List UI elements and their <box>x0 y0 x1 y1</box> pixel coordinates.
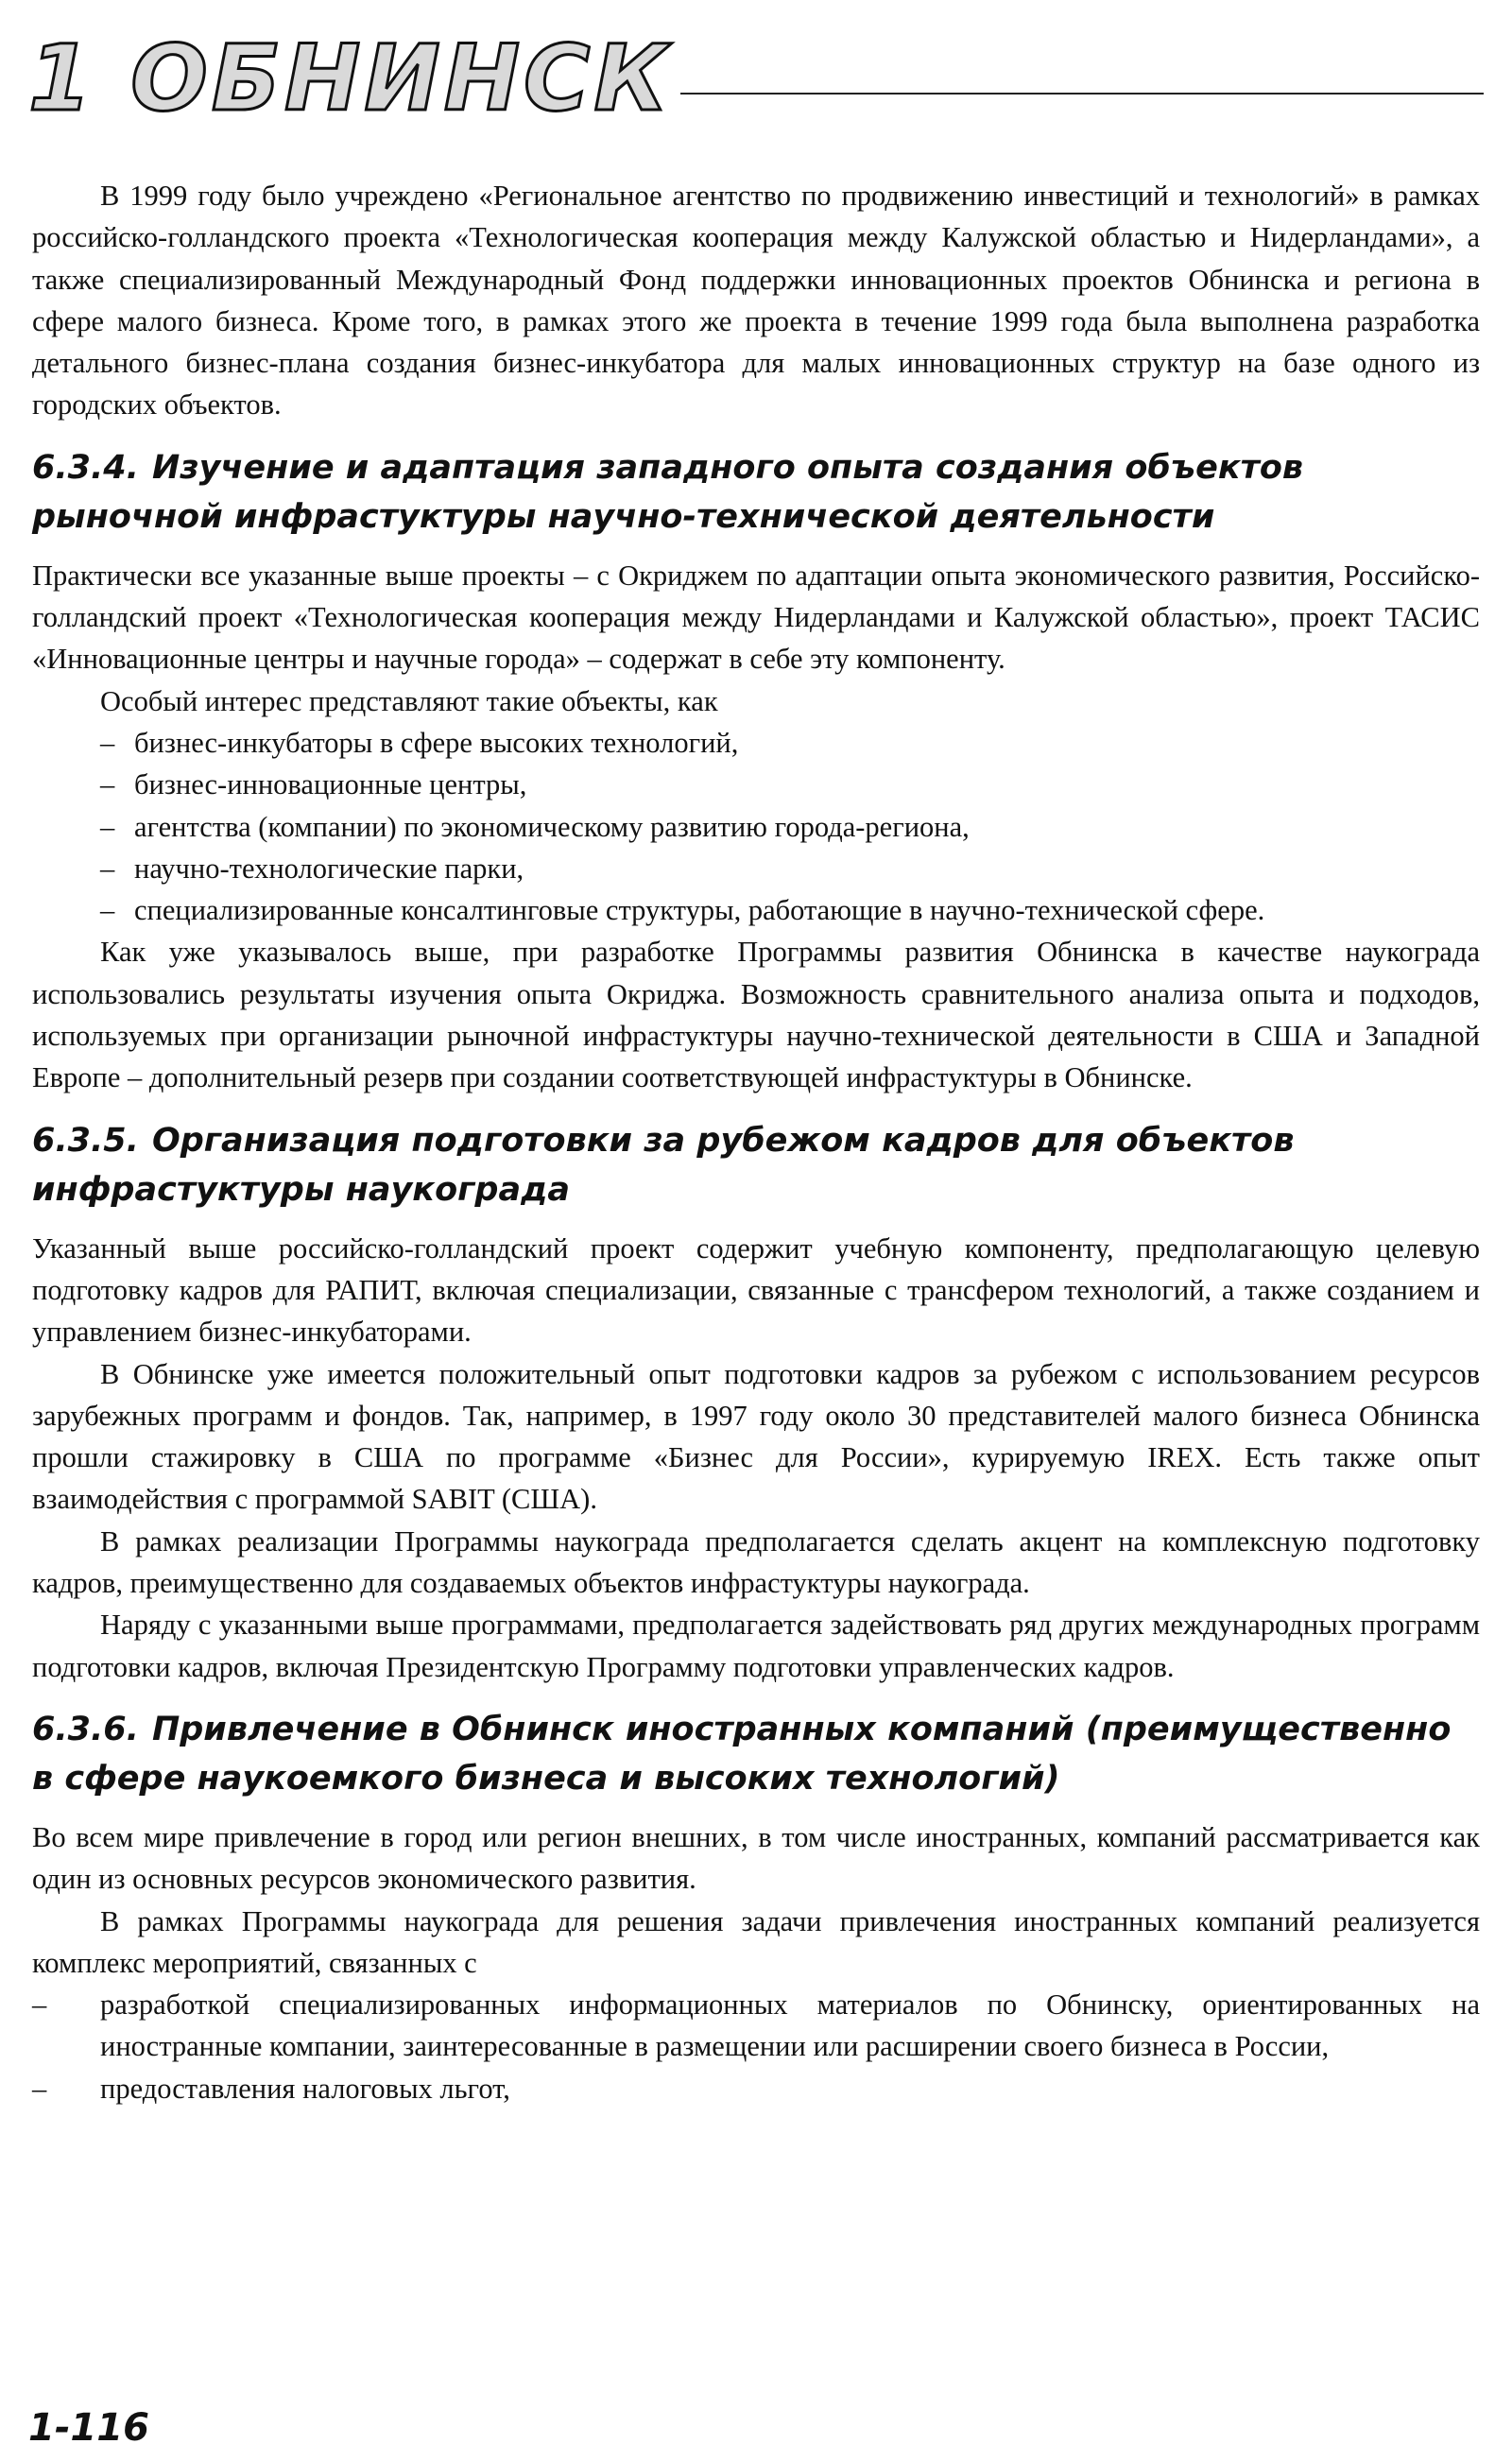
section-634-paragraph-2: Особый интерес представляют такие объекты, как <box>100 684 718 717</box>
section-634-number: 6.3.4. <box>32 448 139 487</box>
list-dash: – <box>32 1988 47 2022</box>
section-635-paragraph-4: Наряду с указанными выше программами, предполагается задействовать ряд других международных программ подготовки кадров, включая Президентскую Программу подготовки управленческих кадров. <box>32 1609 1480 1683</box>
list-item-text: бизнес-инкубаторы в сфере высоких технологий, <box>134 726 739 759</box>
list-item <box>32 1984 1480 2068</box>
section-634-paragraph-1: Практически все указанные выше проекты – с Окриджем по адаптации опыта экономического развития, Российско-голландский проект «Технологическая кооперация между Нидерландами и Калужской областью», проект ТАСИС «Инновационные центры и научные города» – содержат в себе эту компоненту. <box>32 559 1480 676</box>
list-dash: – <box>100 852 115 885</box>
section-635-paragraph-3: В рамках реализации Программы наукограда предполагается сделать акцент на комплексную подготовку кадров, преимущественно для создаваемых объектов инфрастуктуры наукограда. <box>32 1524 1480 1600</box>
section-636-number: 6.3.6. <box>32 1710 139 1748</box>
section-634-paragraph-3: Как уже указывалось выше, при разработке Программы развития Обнинска в качестве наукограда использовались результаты изучения опыта Окриджа. Возможность сравнительного анализа опыта и подходов, используемых при организации рыночной инфрастуктуры научно-технической деятельности в США и Западной Европе – дополнительный резерв при создании соответствующей инфрастуктуры в Обнинске. <box>32 936 1480 1094</box>
list-item-text: разработкой специализированных информационных материалов по Обнинску, ориентированных на иностранные компании, заинтересованные в размещении или расширении своего бизнеса в России, <box>100 1988 1480 2063</box>
section-636-paragraph-2: В рамках Программы наукограда для решения задачи привлечения иностранных компаний реализуется комплекс мероприятий, связанных с <box>32 1904 1480 1979</box>
list-dash: – <box>100 768 115 801</box>
list-item-text: агентства (компании) по экономическому развитию города-региона, <box>134 810 970 843</box>
chapter-header <box>28 26 1484 140</box>
list-item-text: специализированные консалтинговые структуры, работающие в научно-технической сфере. <box>134 894 1265 927</box>
header-rule <box>680 93 1484 95</box>
section-636-heading <box>32 1705 1480 1803</box>
list-item <box>100 764 1480 805</box>
section-634-title: Изучение и адаптация западного опыта создания объектов рыночной инфрастуктуры научно-технической деятельности <box>32 448 1304 536</box>
list-item <box>100 848 1480 889</box>
section-635-heading <box>32 1116 1480 1214</box>
page-content <box>32 175 1480 2109</box>
list-item <box>100 806 1480 848</box>
list-item <box>100 722 1480 764</box>
list-dash: – <box>32 2072 47 2105</box>
list-item-text: предоставления налоговых льгот, <box>100 2072 510 2105</box>
page-number: 1-116 <box>28 2406 149 2450</box>
list-item-text: бизнес-инновационные центры, <box>134 768 527 801</box>
section-636-title: Привлечение в Обнинск иностранных компаний (преимущественно в сфере наукоемкого бизнеса и высоких технологий) <box>32 1710 1452 1798</box>
section-635-number: 6.3.5. <box>32 1121 139 1160</box>
section-635-paragraph-1: Указанный выше российско-голландский проект содержит учебную компоненту, предполагающую целевую подготовку кадров для РАПИТ, включая специализации, связанные с трансфером технологий, а также созданием и управлением бизнес-инкубаторами. <box>32 1231 1480 1349</box>
section-634-list <box>32 722 1480 931</box>
list-item <box>32 2068 1480 2109</box>
section-635-paragraph-2: В Обнинске уже имеется положительный опыт подготовки кадров за рубежом с использованием ресурсов зарубежных программ и фондов. Так, например, в 1997 году около 30 представителей малого бизнеса Обнинска прошли стажировку в США по программе «Бизнес для России», курируемую IREX. Есть также опыт взаимодействия с программой SABIT (США). <box>32 1357 1480 1516</box>
section-634-heading <box>32 443 1480 542</box>
intro-paragraph: В 1999 году было учреждено «Региональное агентство по продвижению инвестиций и технологий» в рамках российско-голландского проекта «Технологическая кооперация между Калужской областью и Нидерландами», а также специализированный Международный Фонд поддержки инновационных проектов Обнинска и региона в сфере малого бизнеса. Кроме того, в рамках этого же проекта в течение 1999 года была выполнена разработка детального бизнес-плана создания бизнес-инкубатора для малых инновационных структур на базе одного из городских объектов. <box>32 180 1480 422</box>
list-item-text: научно-технологические парки, <box>134 852 524 885</box>
list-dash: – <box>100 894 115 927</box>
list-item <box>100 889 1480 931</box>
chapter-title: 1 ОБНИНСК <box>28 26 672 131</box>
list-dash: – <box>100 810 115 843</box>
section-636-paragraph-1: Во всем мире привлечение в город или регион внешних, в том числе иностранных, компаний рассматривается как один из основных ресурсов экономического развития. <box>32 1820 1480 1896</box>
list-dash: – <box>100 726 115 759</box>
section-635-title: Организация подготовки за рубежом кадров для объектов инфрастуктуры наукограда <box>32 1121 1295 1209</box>
section-636-list <box>32 1984 1480 2109</box>
